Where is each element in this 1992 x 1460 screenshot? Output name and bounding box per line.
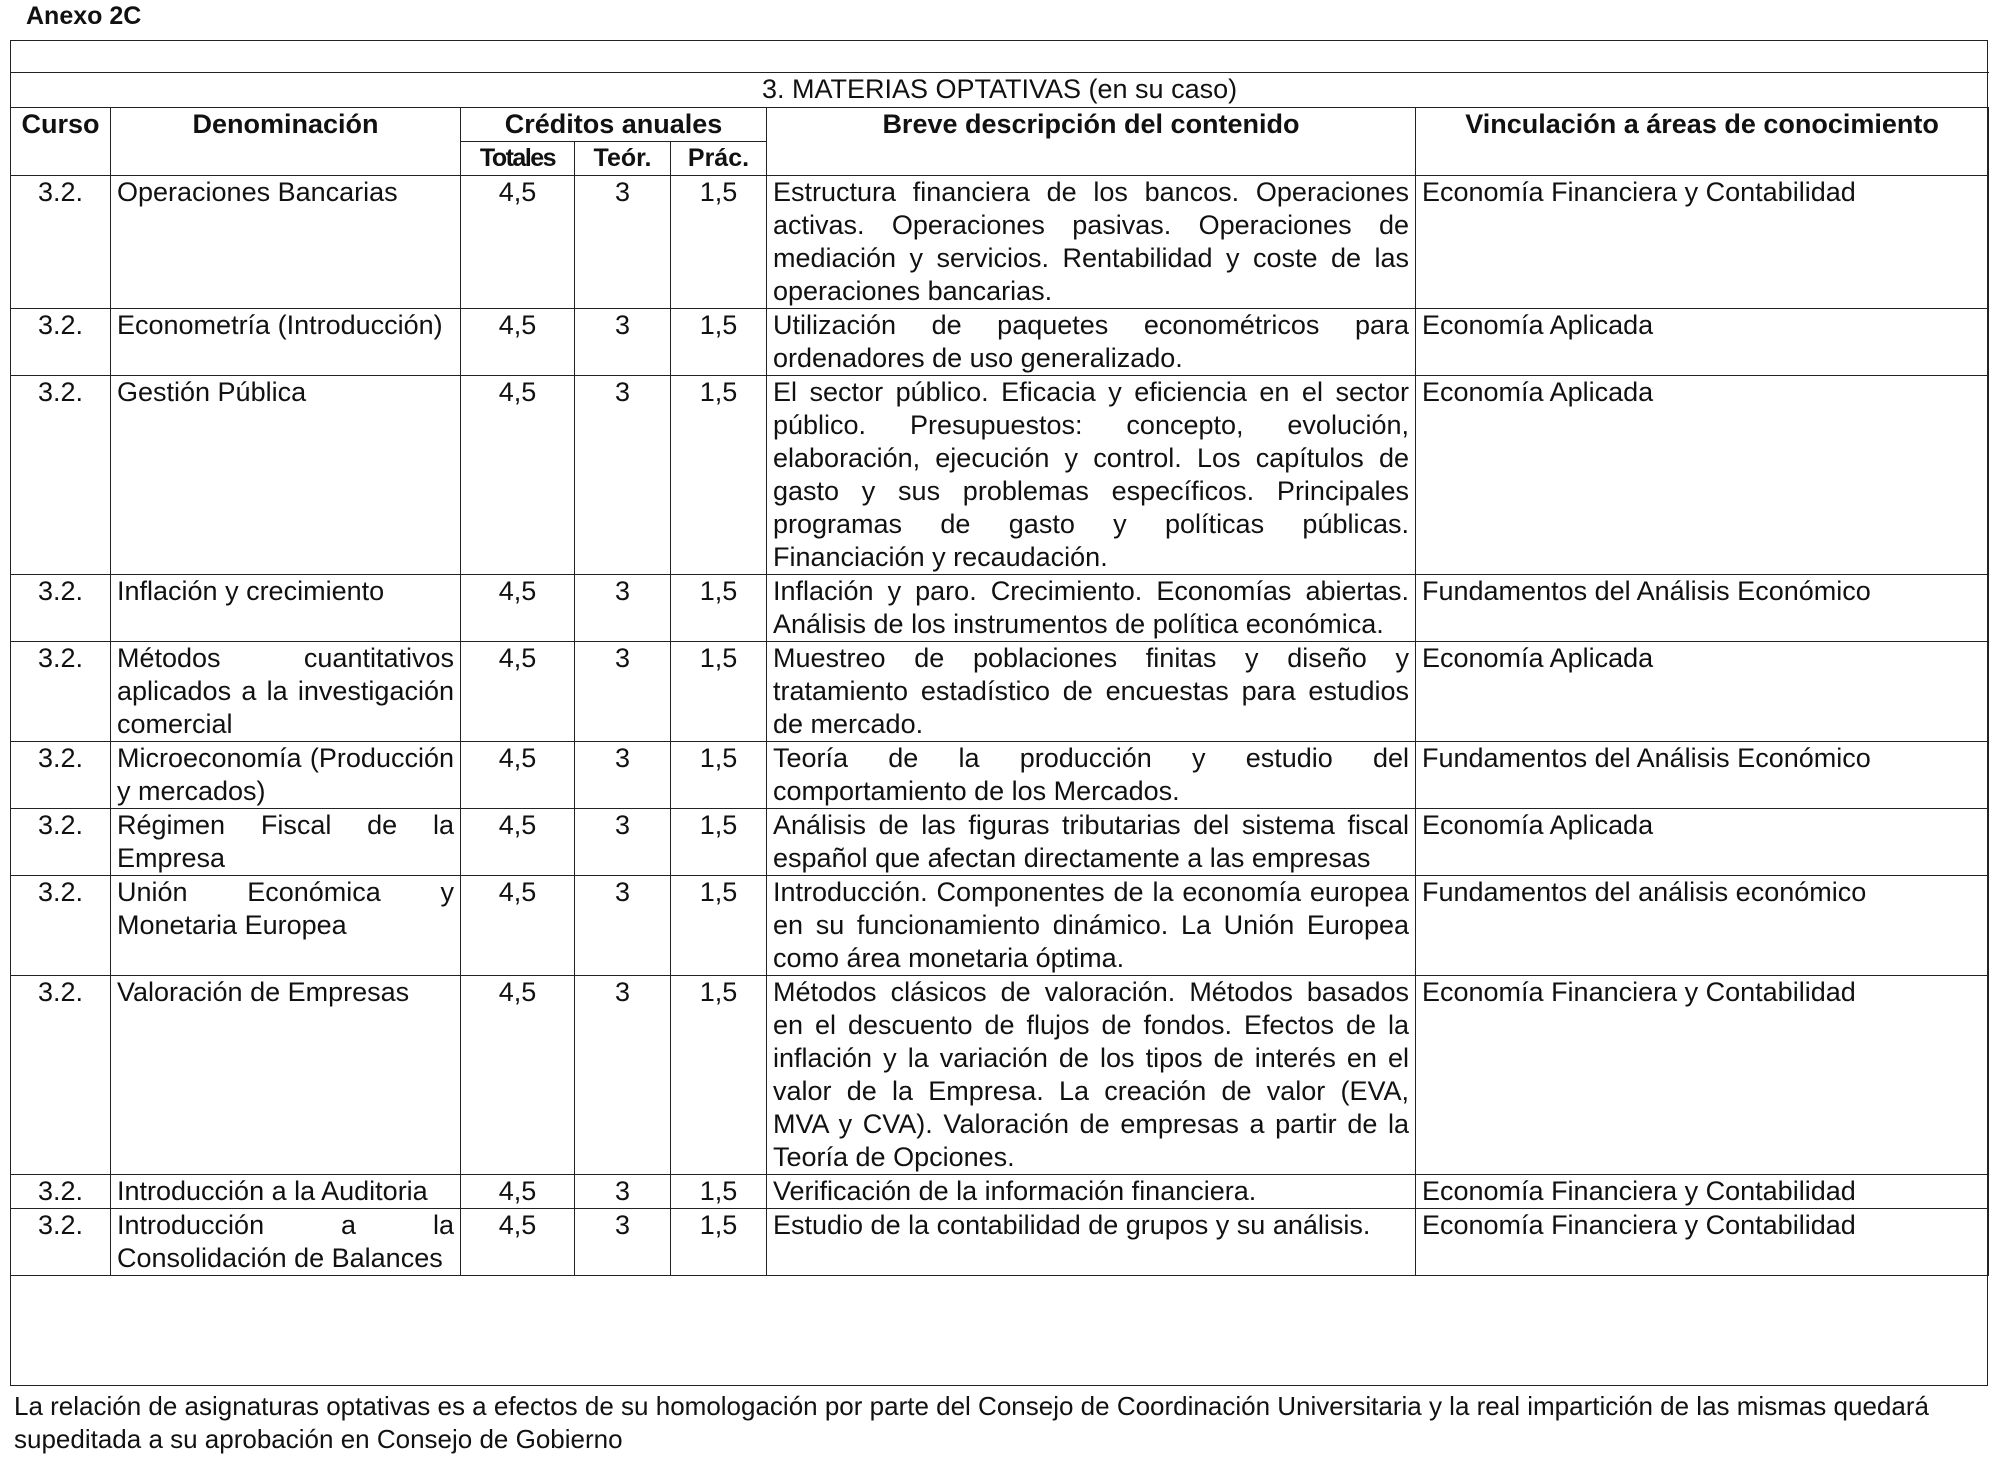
cell-prac: 1,5 xyxy=(671,176,767,309)
cell-vinculacion: Fundamentos del Análisis Económico xyxy=(1416,575,1989,642)
cell-curso: 3.2. xyxy=(11,1175,111,1209)
cell-totales: 4,5 xyxy=(461,642,575,742)
header-totales: Totales xyxy=(461,142,575,176)
cell-vinculacion: Economía Aplicada xyxy=(1416,376,1989,575)
cell-curso: 3.2. xyxy=(11,809,111,876)
cell-teor: 3 xyxy=(575,809,671,876)
cell-denominacion: Econometría (Introducción) xyxy=(111,309,461,376)
header-prac: Prác. xyxy=(671,142,767,176)
cell-denominacion: Métodos cuantitativos aplicados a la investigación comercial xyxy=(111,642,461,742)
cell-prac: 1,5 xyxy=(671,976,767,1175)
cell-teor: 3 xyxy=(575,876,671,976)
header-vinculacion: Vinculación a áreas de conocimiento xyxy=(1416,108,1989,176)
table-row xyxy=(11,376,1989,575)
cell-vinculacion: Economía Financiera y Contabilidad xyxy=(1416,176,1989,309)
cell-teor: 3 xyxy=(575,176,671,309)
cell-denominacion: Operaciones Bancarias xyxy=(111,176,461,309)
cell-prac: 1,5 xyxy=(671,376,767,575)
cell-curso: 3.2. xyxy=(11,976,111,1175)
cell-prac: 1,5 xyxy=(671,575,767,642)
cell-totales: 4,5 xyxy=(461,575,575,642)
table-row xyxy=(11,976,1989,1175)
cell-descripcion: Teoría de la producción y estudio del comportamiento de los Mercados. xyxy=(767,742,1416,809)
header-creditos: Créditos anuales xyxy=(461,108,767,142)
cell-teor: 3 xyxy=(575,1209,671,1276)
header-curso: Curso xyxy=(11,108,111,176)
cell-teor: 3 xyxy=(575,642,671,742)
cell-descripcion: Estructura financiera de los bancos. Operaciones activas. Operaciones pasivas. Operaciones de mediación y servicios. Rentabilidad y coste de las operaciones bancarias. xyxy=(767,176,1416,309)
table-row xyxy=(11,876,1989,976)
cell-prac: 1,5 xyxy=(671,1175,767,1209)
section-title: 3. MATERIAS OPTATIVAS (en su caso) xyxy=(11,73,1989,108)
cell-denominacion: Régimen Fiscal de la Empresa xyxy=(111,809,461,876)
cell-denominacion: Unión Económica y Monetaria Europea xyxy=(111,876,461,976)
cell-curso: 3.2. xyxy=(11,642,111,742)
cell-teor: 3 xyxy=(575,742,671,809)
cell-descripcion: Utilización de paquetes econométricos para ordenadores de uso generalizado. xyxy=(767,309,1416,376)
cell-prac: 1,5 xyxy=(671,876,767,976)
cell-teor: 3 xyxy=(575,376,671,575)
cell-teor: 3 xyxy=(575,575,671,642)
cell-curso: 3.2. xyxy=(11,376,111,575)
cell-vinculacion: Economía Financiera y Contabilidad xyxy=(1416,976,1989,1175)
optional-subjects-table xyxy=(10,72,1989,1276)
cell-vinculacion: Economía Financiera y Contabilidad xyxy=(1416,1209,1989,1276)
table-row xyxy=(11,742,1989,809)
cell-teor: 3 xyxy=(575,976,671,1175)
cell-vinculacion: Economía Aplicada xyxy=(1416,309,1989,376)
header-denominacion: Denominación xyxy=(111,108,461,176)
table-row xyxy=(11,642,1989,742)
cell-prac: 1,5 xyxy=(671,809,767,876)
table-row xyxy=(11,575,1989,642)
cell-totales: 4,5 xyxy=(461,309,575,376)
cell-teor: 3 xyxy=(575,309,671,376)
cell-vinculacion: Fundamentos del análisis económico xyxy=(1416,876,1989,976)
cell-totales: 4,5 xyxy=(461,976,575,1175)
cell-totales: 4,5 xyxy=(461,176,575,309)
header-descripcion: Breve descripción del contenido xyxy=(767,108,1416,176)
table-row xyxy=(11,809,1989,876)
cell-curso: 3.2. xyxy=(11,1209,111,1276)
cell-curso: 3.2. xyxy=(11,575,111,642)
cell-denominacion: Introducción a la Auditoria xyxy=(111,1175,461,1209)
cell-vinculacion: Economía Aplicada xyxy=(1416,809,1989,876)
cell-totales: 4,5 xyxy=(461,742,575,809)
cell-descripcion: Estudio de la contabilidad de grupos y su análisis. xyxy=(767,1209,1416,1276)
cell-descripcion: Muestreo de poblaciones finitas y diseño y tratamiento estadístico de encuestas para estudios de mercado. xyxy=(767,642,1416,742)
cell-descripcion: Análisis de las figuras tributarias del sistema fiscal español que afectan directamente a las empresas xyxy=(767,809,1416,876)
cell-denominacion: Microeconomía (Producción y mercados) xyxy=(111,742,461,809)
cell-totales: 4,5 xyxy=(461,876,575,976)
cell-vinculacion: Economía Financiera y Contabilidad xyxy=(1416,1175,1989,1209)
cell-curso: 3.2. xyxy=(11,876,111,976)
cell-totales: 4,5 xyxy=(461,376,575,575)
table-row xyxy=(11,1175,1989,1209)
cell-curso: 3.2. xyxy=(11,309,111,376)
cell-curso: 3.2. xyxy=(11,176,111,309)
cell-totales: 4,5 xyxy=(461,809,575,876)
cell-totales: 4,5 xyxy=(461,1209,575,1276)
cell-prac: 1,5 xyxy=(671,309,767,376)
cell-descripcion: Inflación y paro. Crecimiento. Economías abiertas. Análisis de los instrumentos de política económica. xyxy=(767,575,1416,642)
cell-prac: 1,5 xyxy=(671,742,767,809)
cell-descripcion: Introducción. Componentes de la economía europea en su funcionamiento dinámico. La Unión Europea como área monetaria óptima. xyxy=(767,876,1416,976)
header-teor: Teór. xyxy=(575,142,671,176)
cell-descripcion: Métodos clásicos de valoración. Métodos basados en el descuento de flujos de fondos. Efectos de la inflación y la variación de los tipos de interés en el valor de la Empresa. La creación de valor (EVA, MVA y CVA). Valoración de empresas a partir de la Teoría de Opciones. xyxy=(767,976,1416,1175)
footer-note: La relación de asignaturas optativas es a efectos de su homologación por parte del Consejo de Coordinación Universitaria y la real impartición de las mismas quedará supeditada a su aprobación en Consejo de Gobierno xyxy=(14,1391,1929,1454)
cell-denominacion: Valoración de Empresas xyxy=(111,976,461,1175)
cell-denominacion: Inflación y crecimiento xyxy=(111,575,461,642)
table-row xyxy=(11,309,1989,376)
annex-label: Anexo 2C xyxy=(26,2,142,30)
cell-denominacion: Gestión Pública xyxy=(111,376,461,575)
cell-vinculacion: Economía Aplicada xyxy=(1416,642,1989,742)
cell-prac: 1,5 xyxy=(671,1209,767,1276)
cell-descripcion: El sector público. Eficacia y eficiencia en el sector público. Presupuestos: concepto, evolución, elaboración, ejecución y control. Los capítulos de gasto y sus problemas específicos. Principales programas de gasto y políticas públicas. Financiación y recaudación. xyxy=(767,376,1416,575)
table-row xyxy=(11,176,1989,309)
table-body xyxy=(11,176,1989,1276)
cell-denominacion: Introducción a la Consolidación de Balances xyxy=(111,1209,461,1276)
table-row xyxy=(11,1209,1989,1276)
cell-prac: 1,5 xyxy=(671,642,767,742)
cell-totales: 4,5 xyxy=(461,1175,575,1209)
cell-teor: 3 xyxy=(575,1175,671,1209)
cell-curso: 3.2. xyxy=(11,742,111,809)
cell-descripcion: Verificación de la información financiera. xyxy=(767,1175,1416,1209)
cell-vinculacion: Fundamentos del Análisis Económico xyxy=(1416,742,1989,809)
